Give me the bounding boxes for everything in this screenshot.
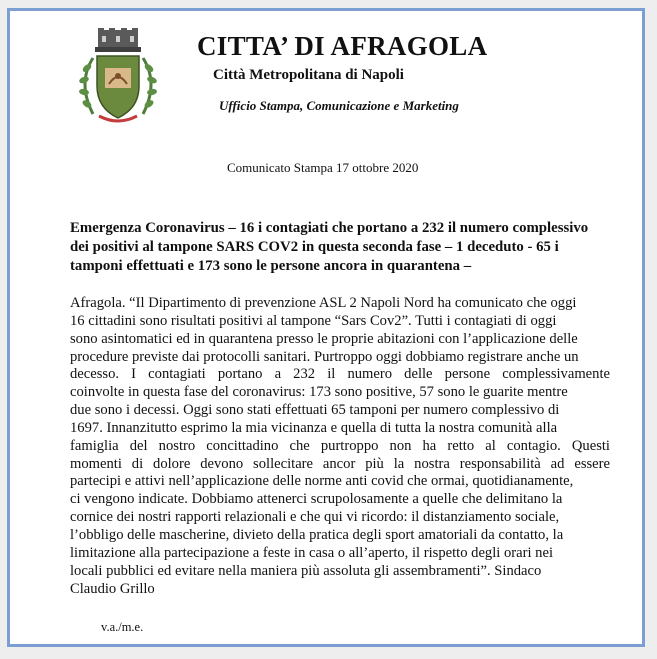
- body-line: Afragola. “Il Dipartimento di prevenzione ASL 2 Napoli Nord ha comunicato che oggi: [70, 295, 577, 311]
- metropolitan-subtitle: Città Metropolitana di Napoli: [213, 67, 404, 83]
- body-line: coinvolte in questa fase del coronavirus: 173 sono positive, 57 sono le guarite mentre: [70, 384, 568, 401]
- headline-line: dei positivi al tampone SARS COV2 in questa seconda fase – 1 deceduto - 65 i: [70, 239, 559, 255]
- body-line: momenti di dolore devono sollecitare ancor più la nostra responsabilità ad essere: [70, 455, 610, 472]
- headline-line: tamponi effettuati e 173 sono le persone ancora in quarantena –: [70, 258, 472, 274]
- press-release-body: [70, 295, 610, 598]
- body-line: cornice dei nostri rapporti relazionali e che qui vi ricordo: il distanziamento sociale,: [70, 509, 560, 526]
- press-release-headline: [70, 219, 600, 276]
- body-line: famiglia del nostro concittadino che purtroppo non ha retto al contagio. Questi: [70, 437, 610, 454]
- city-coat-of-arms-icon: [71, 28, 165, 128]
- body-line: due sono i decessi. Oggi sono stati effettuati 65 tamponi per numero complessivo di: [70, 402, 560, 419]
- body-line: partecipi e attivi nell’applicazione delle norme anti covid che ormai, quotidianamente,: [70, 473, 574, 490]
- headline-line: Emergenza Coronavirus – 16 i contagiati che portano a 232 il numero complessivo: [70, 220, 589, 236]
- press-office-name: Ufficio Stampa, Comunicazione e Marketing: [219, 98, 459, 113]
- press-release-date: Comunicato Stampa 17 ottobre 2020: [227, 160, 419, 175]
- body-line: l’obbligo delle mascherine, divieto della pratica degli sport amatoriali da contatto, la: [70, 526, 564, 543]
- body-line: limitazione alla partecipazione a feste in casa o all’aperto, il rispetto degli orari nei: [70, 544, 554, 561]
- city-title: CITTA’ DI AFRAGOLA: [197, 31, 488, 61]
- body-line: 16 cittadini sono risultati positivi al tampone “Sars Cov2”. Tutti i contagiati di oggi: [70, 312, 557, 329]
- body-line: ci vengono indicate. Dobbiamo attenerci scrupolosamente a quelle che delimitano la: [70, 491, 563, 508]
- body-line: locali pubblici ed evitare nella maniera più assoluta gli assembramenti”. Sindaco: [70, 562, 542, 579]
- body-line: 1697. Innanzitutto esprimo la mia vicinanza e quella di tutta la nostra comunità alla: [70, 419, 558, 436]
- body-line: sono asintomatici ed in quarantena presso le proprie abitazioni con l’applicazione delle: [70, 330, 578, 347]
- document-frame: [7, 8, 645, 647]
- body-line: decesso. I contagiati portano a 232 il numero delle persone complessivamente: [70, 366, 610, 383]
- signature-line: Claudio Grillo: [70, 580, 155, 597]
- body-line: procedure previste dai protocolli sanitari. Purtroppo oggi dobbiamo registrare anche un: [70, 348, 579, 365]
- editor-initials: v.a./m.e.: [101, 620, 144, 634]
